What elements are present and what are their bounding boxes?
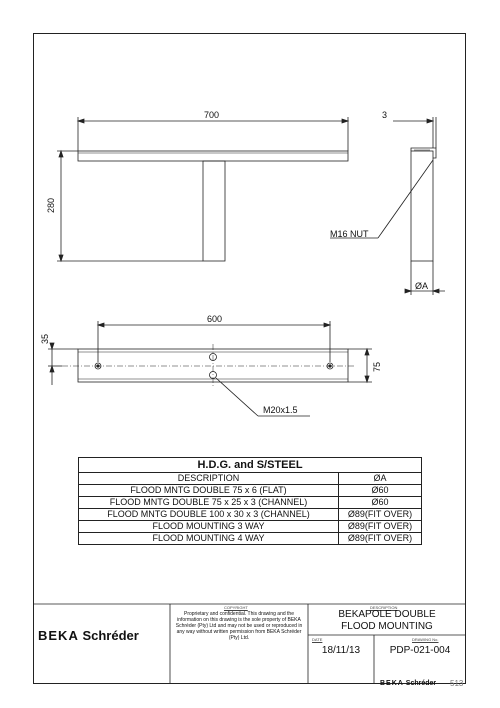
dim-35: 35 [40,333,50,344]
bolt-leader [216,378,258,416]
row-description: FLOOD MOUNTING 3 WAY [79,521,339,533]
row-description: FLOOD MNTG DOUBLE 100 x 30 x 3 (CHANNEL) [79,509,339,521]
drawing-caption: DRAWING No. [412,637,439,642]
row-dia: Ø89(FIT OVER) [339,521,422,533]
table-row [79,497,422,509]
dim-3: 3 [382,110,388,120]
footer-logo-beka: BEKA [380,680,404,687]
company-logo [38,628,139,643]
dim-75: 75 [372,361,382,372]
dim-280: 280 [46,197,56,213]
row-description: FLOOD MNTG DOUBLE 75 x 6 (FLAT) [79,485,339,497]
row-dia: Ø89(FIT OVER) [339,533,422,545]
logo-schreder: Schréder [82,628,139,643]
table-row [79,521,422,533]
page-number: 513 [450,679,464,688]
label-m16-nut: M16 NUT [330,229,369,239]
footer-logo [380,680,436,687]
nut-leader [378,160,433,238]
table-row [79,509,422,521]
label-m20: M20x1.5 [263,405,298,415]
row-dia: Ø89(FIT OVER) [339,509,422,521]
dim-700: 700 [204,110,220,120]
date-caption: DATE [312,637,323,642]
side-view [330,117,445,295]
row-description: FLOOD MNTG DOUBLE 75 x 25 x 3 (CHANNEL) [79,497,339,509]
drawing-number: PDP-021-004 [389,645,451,656]
table-row [79,485,422,497]
elevation-view [57,117,348,261]
logo-beka: BEKA [38,628,79,643]
description-line1: BEKAPOLE DOUBLE [338,609,436,620]
dim-dia-a: ØA [415,281,429,291]
row-dia: Ø60 [339,485,422,497]
header-description: DESCRIPTION [79,473,339,485]
crossbar [78,151,348,161]
row-description: FLOOD MOUNTING 4 WAY [79,533,339,545]
header-dia: ØA [339,473,422,485]
stem [203,161,225,261]
row-dia: Ø60 [339,497,422,509]
description-line2: FLOOD MOUNTING [341,621,433,632]
table-title: H.D.G. and S/STEEL [79,458,422,473]
footer-logo-schreder: Schréder [405,680,437,687]
copyright-text: Proprietary and confidential. This drawing and the information on this drawing is the sole property of BEKA Schréder (Pty) Ltd and may not be used or reproduced in any way without written permission from BEKA Schréder (Pty) Ltd. [175,611,303,641]
description-caption: DESCRIPTION [370,605,398,610]
plan-view [48,321,372,416]
table-row [79,533,422,545]
dim-600: 600 [207,314,223,324]
side-post [411,151,433,261]
spec-table [78,457,422,545]
copyright-heading: COPYRIGHT [224,605,248,610]
date-value: 18/11/13 [321,645,361,656]
